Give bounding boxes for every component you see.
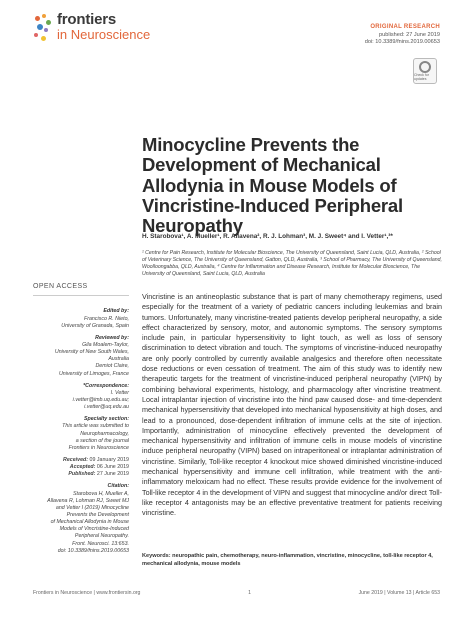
correspondence-label: *Correspondence:: [83, 382, 129, 389]
article-meta: [365, 24, 440, 46]
author-list: H. Starobova¹, A. Mueller¹, R. Allavena², R. J. Lohman³, M. J. Sweet⁴ and I. Vetter¹,³*: [142, 233, 393, 240]
published-date: published: 27 June 2019: [379, 31, 440, 38]
accepted-row: [33, 464, 129, 471]
footer-journal-link[interactable]: Frontiers in Neuroscience | www.frontiersin.org: [33, 590, 141, 596]
abstract-text: Vincristine is an antineoplastic substance that is part of many chemotherapy regimens, used especially for the treatment of a variety of pediatric cancers including leukemias and brain tumors. Unfortunately, many vincristine-treated patients develop peripheral neuropathy, a side effect characterized by sensory, motor, and autonomic symptoms. The sensory symptoms include pain, in particular hypersensitivity to light touch, as well as loss of sensory discrimination to detect vibration and touch. The symptoms of vincristine-induced neuropathy are only poorly controlled by currently available analgesics and therefore often necessitate dose reductions or even cessation of treatment. The aim of this study was to identify new therapeutic targets for the treatment of vincristine-induced peripheral neuropathy (VIPN) by combining behavioral experiments, histology, and pharmacology after vincristine treatment. Local intraplantar injection of vincristine into the hind paw caused dose- and time-dependent mechanical hypersensitivity that developed into mechanical hyposensitivity at high doses, and lead to a pronounced, dose-dependent infiltration of immune cells at the site of injection. Importantly, administration of minocycline effectively prevented the development of mechanical hypersensitivity and infiltration of immune cells in mouse models of vincristine induce peripheral neuropathy (VIPN) based on intraperitoneal or intraplantar administration of vincristine. Similarly, Toll-like receptor 4 knockout mice showed diminished vincristine-induced mechanical hypersensitivity and immune cell infiltration, while treatment with the anti-inflammatory meloxicam had no effect. These results provide evidence for the involvement of Toll-like receptor 4 in the development of VIPN and suggest that minocycline and/or direct Toll-like receptor 4 antagonists may be an effective preventative treatment for patients receiving vincristine.: [142, 292, 442, 518]
accepted-label: Accepted:: [69, 464, 96, 471]
article-info-sidebar: [33, 282, 129, 560]
affiliations: ¹ Centre for Pain Research, Institute for Molecular Bioscience, The University of Queensland, Saint Lucia, QLD, Australia, ² School of Veterinary Science, The University of Queensland, Gatton, QLD, Australia, ³ School of Pharmacy, The University of Queensland, Woolloongabba, QLD, Australia, ⁴ Centre for Inflammation and Disease Research, Institute for Molecular Bioscience, The University of Queensland, Saint Lucia, QLD, Australia: [142, 250, 442, 278]
frontiers-logo-icon: [33, 12, 53, 46]
check-updates-label: Check for updates: [414, 73, 429, 81]
citation-value: Starobova H, Mueller A, Allavena R, Lohman RJ, Sweet MJ and Vetter I (2019) Minocycline Prevents the Development of Mechanical Allodynia in Mouse Models of Vincristine-Induced Peripheral Neuropathy. Front. Neurosci. 13:653. doi: 10.3389/fnins.2019.00653: [47, 490, 129, 554]
published-value: 27 June 2019: [96, 471, 129, 478]
specialty-section-value: This article was submitted to Neuropharmacology, a section of the journal Frontiers in Neuroscience: [62, 423, 129, 451]
check-for-updates-button[interactable]: [413, 58, 437, 84]
published-label: Published:: [68, 471, 96, 478]
article-title: Minocycline Prevents the Development of Mechanical Allodynia in Mouse Models of Vincristine-Induced Peripheral Neuropathy: [142, 134, 403, 237]
correspondence-value[interactable]: I. Vetter i.vetter@imb.uq.edu.au; i.vetter@uq.edu.au: [72, 389, 129, 411]
received-date: 09 January 2019: [89, 456, 129, 463]
received-label: Received:: [63, 456, 89, 463]
open-access-label: OPEN ACCESS: [33, 282, 129, 296]
article-doi[interactable]: doi: 10.3389/fnins.2019.00653: [364, 39, 440, 46]
received-row: [33, 457, 129, 464]
logo-text-frontiers: frontiers: [57, 11, 117, 28]
reviewed-by-value: Gila Moalem-Taylor, University of New South Wales, Australia Demiot Claire, University of Limoges, France: [54, 342, 129, 377]
citation-label: Citation:: [107, 483, 129, 490]
published-row: [33, 471, 129, 478]
article-type: ORIGINAL RESEARCH: [370, 24, 440, 30]
footer-volume-info: June 2019 | Volume 13 | Article 653: [358, 590, 440, 596]
accepted-date: 06 June 2019: [96, 464, 129, 471]
journal-logo: [33, 12, 150, 46]
keywords: [142, 553, 442, 568]
keywords-label: Keywords:: [142, 553, 171, 559]
crossmark-icon: [419, 61, 431, 73]
edited-by-value: Francisco R. Nieto, University of Granada, Spain: [61, 315, 129, 329]
logo-text-journal: in Neuroscience: [57, 27, 151, 42]
keywords-value: neuropathic pain, chemotherapy, neuro-inflammation, vincristine, minocycline, toll-like receptor 4, mechanical allodynia, mouse models: [142, 553, 433, 567]
edited-by-label: Edited by:: [103, 308, 129, 315]
page-footer: [33, 590, 440, 596]
specialty-section-label: Specialty section:: [83, 416, 129, 423]
page-number: 1: [248, 590, 251, 596]
reviewed-by-label: Reviewed by:: [95, 334, 129, 341]
